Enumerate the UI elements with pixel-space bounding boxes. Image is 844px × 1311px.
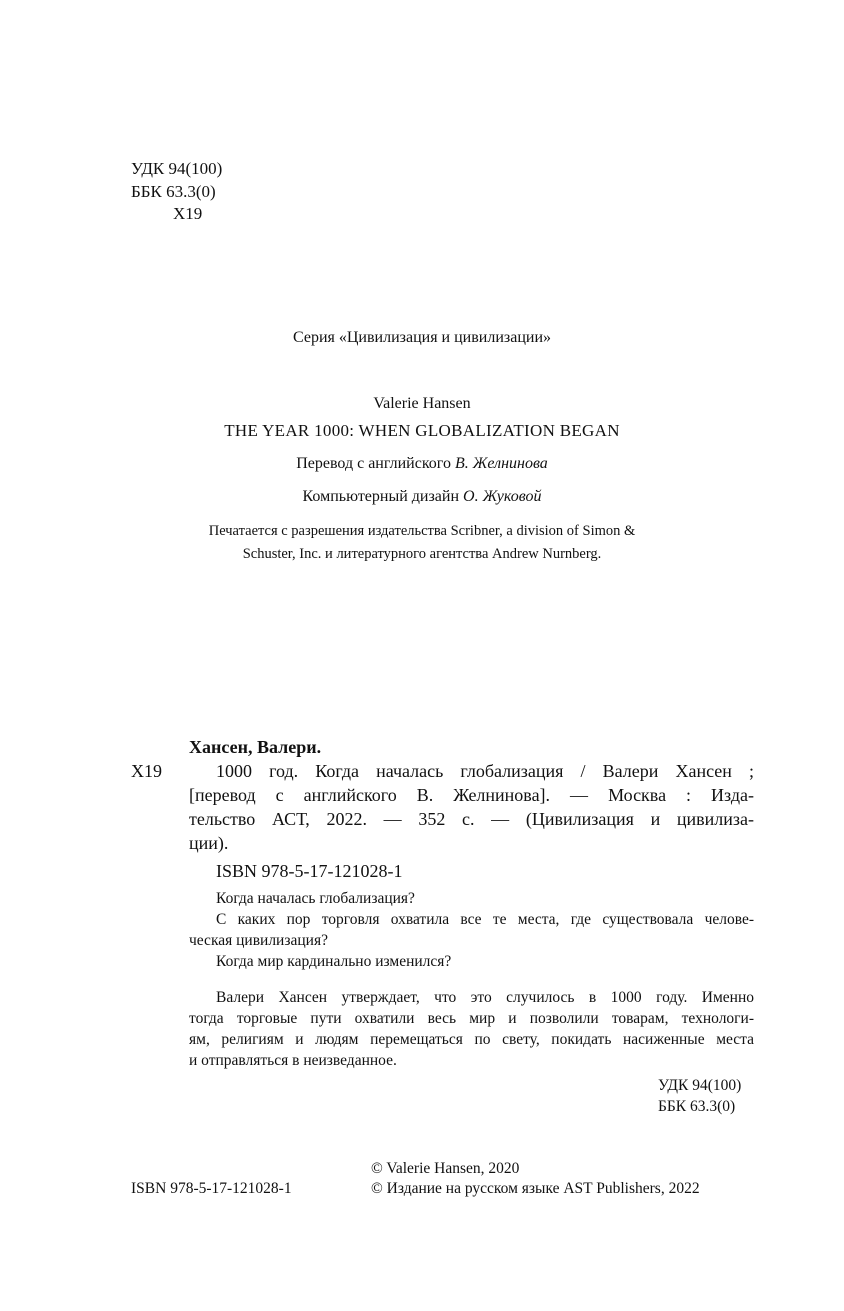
question-line: Когда началась глобализация? [216, 890, 415, 907]
original-author: Valerie Hansen [373, 395, 471, 412]
udk-bottom: УДК 94(100) [658, 1077, 742, 1094]
translation-credit [0, 452, 844, 475]
annotation-line: тогда торговые пути охватили весь мир и позволили товарам, технологи- [189, 1010, 754, 1027]
catalog-line: 1000 год. Когда началась глобализация / Валери Хансен ; [216, 761, 754, 781]
udk-top: УДК 94(100) [131, 159, 223, 178]
question-line: ческая цивилизация? [189, 932, 328, 949]
annotation-line: ям, религиям и людям перемещаться по свету, покидать насиженные места [189, 1031, 754, 1048]
translation-prefix: Перевод с английского [296, 455, 455, 472]
permission-line: Schuster, Inc. и литературного агентства Andrew Nurnberg. [242, 546, 602, 562]
catalog-author-heading: Хансен, Валери. [189, 737, 322, 757]
series-title: Серия «Цивилизация и цивилизации» [292, 329, 552, 346]
original-title: THE YEAR 1000: WHEN GLOBALIZATION BEGAN [224, 421, 620, 440]
catalog-line: тельство АСТ, 2022. — 352 с. — (Цивилизация и цивилиза- [189, 809, 754, 829]
bbk-top: ББК 63.3(0) [131, 182, 216, 201]
copyright-author: © Valerie Hansen, 2020 [371, 1160, 520, 1177]
annotation-line: Валери Хансен утверждает, что это случилось в 1000 году. Именно [216, 989, 754, 1006]
annotation-questions [189, 888, 754, 972]
question-line: С каких пор торговля охватила все те места, где существовала челове- [216, 911, 754, 928]
catalog-line: ции). [189, 833, 229, 853]
catalog-isbn: ISBN 978-5-17-121028-1 [216, 861, 403, 881]
catalog-description [189, 759, 754, 855]
permission-line: Печатается с разрешения издательства Scribner, a division of Simon & [208, 523, 636, 539]
copyright-edition: © Издание на русском языке AST Publishers, 2022 [371, 1180, 700, 1197]
translator-name: В. Желнинова [454, 455, 548, 472]
catalog-author-code: Х19 [131, 761, 162, 781]
catalog-line: [перевод с английского В. Желнинова]. — Москва : Изда- [189, 785, 754, 805]
designer-name: О. Жуковой [463, 488, 542, 505]
design-credit [0, 485, 844, 508]
design-prefix: Компьютерный дизайн [302, 488, 464, 505]
question-line: Когда мир кардинально изменился? [216, 953, 452, 970]
author-code-top: Х19 [173, 204, 203, 223]
bbk-bottom: ББК 63.3(0) [658, 1098, 736, 1115]
annotation-body [189, 987, 754, 1071]
footer-isbn: ISBN 978-5-17-121028-1 [131, 1180, 292, 1197]
permission-notice [0, 520, 844, 566]
annotation-line: и отправляться в неизведанное. [189, 1052, 397, 1069]
